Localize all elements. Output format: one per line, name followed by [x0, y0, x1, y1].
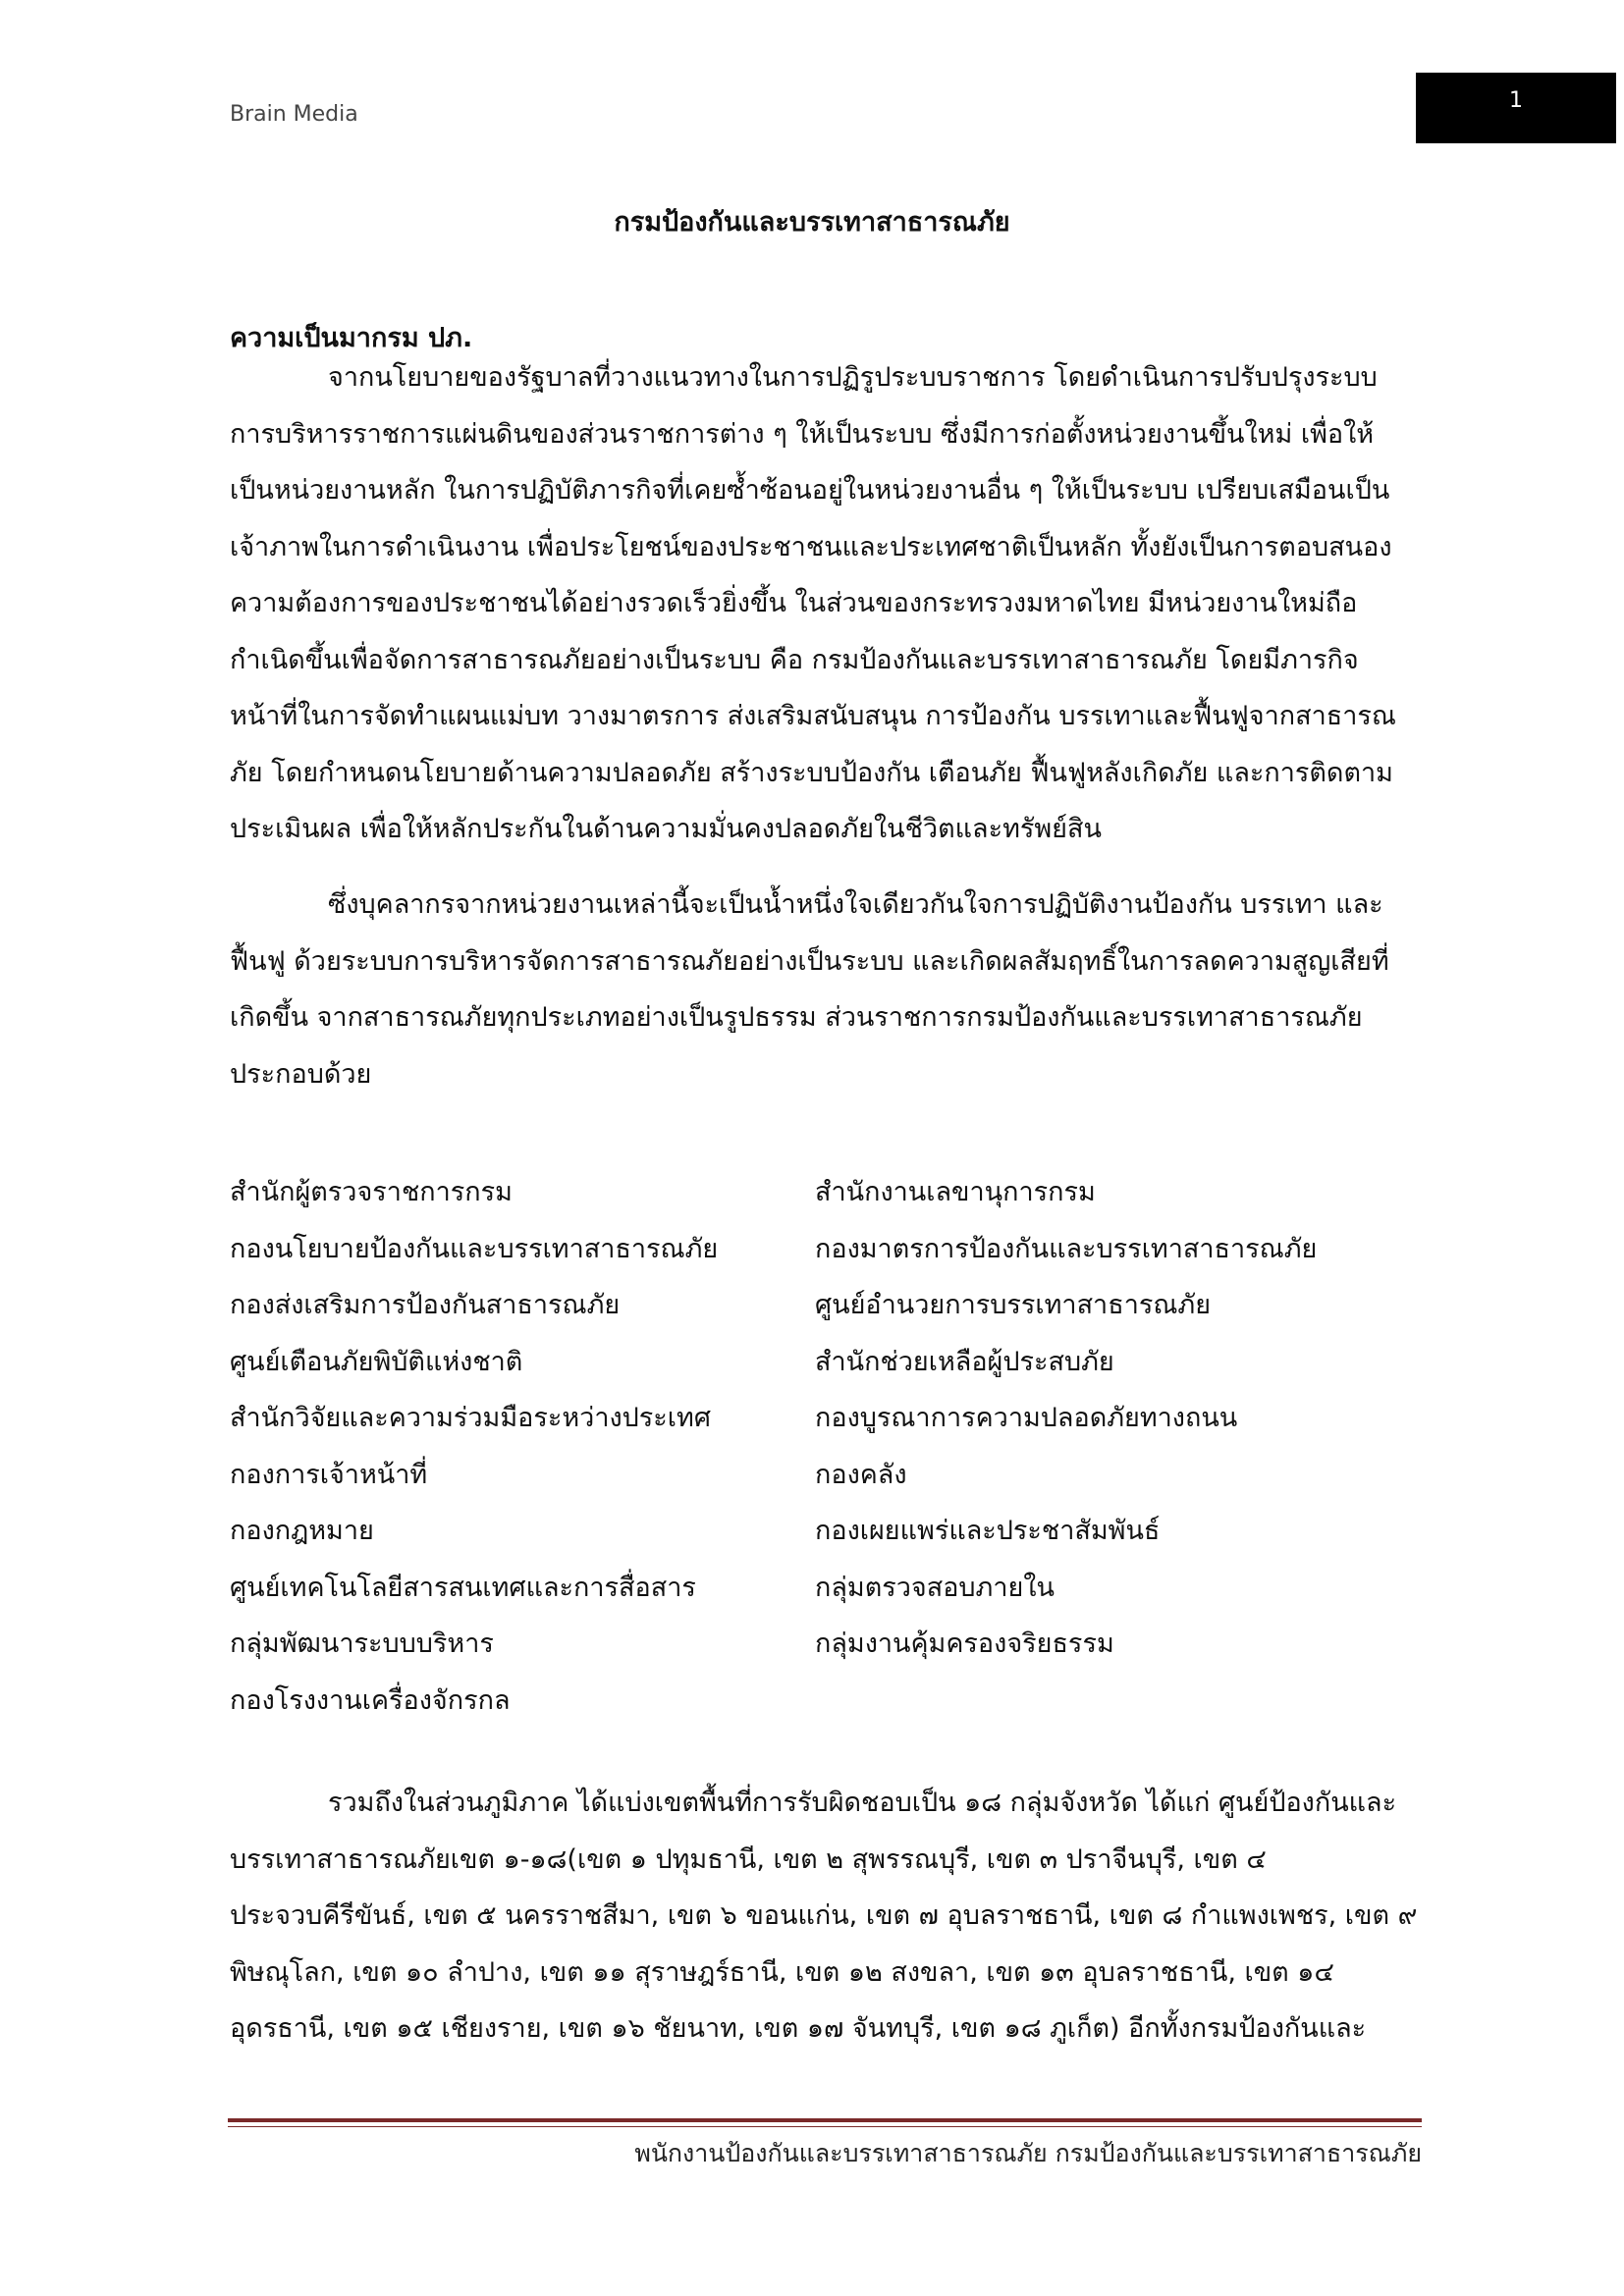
text-line: ฟื้นฟู ด้วยระบบการบริหารจัดการสาธารณภัยอย่างเป็นระบบ และเกิดผลสัมฤทธิ์ในการลดความสูญเสียที่ [230, 945, 1389, 977]
unit-item: กองมาตรการป้องกันและบรรเทาสาธารณภัย [815, 1233, 1318, 1264]
unit-row [230, 1447, 1418, 1504]
unit-row [230, 1503, 1418, 1560]
text-line: เกิดขึ้น จากสาธารณภัยทุกประเภทอย่างเป็นรูปธรรม ส่วนราชการกรมป้องกันและบรรเทาสาธารณภัย [230, 1002, 1363, 1033]
unit-item: กลุ่มงานคุ้มครองจริยธรรม [815, 1629, 1114, 1659]
unit-item: สำนักวิจัยและความร่วมมือระหว่างประเทศ [230, 1403, 711, 1433]
unit-list [230, 1164, 1418, 1729]
page-title: กรมป้องกันและบรรเทาสาธารณภัย [614, 207, 1010, 238]
text-line: ประจวบคีรีขันธ์, เขต ๕ นครราชสีมา, เขต ๖ ขอนแก่น, เขต ๗ อุบลราชธานี, เขต ๘ กำแพงเพชร, เขต ๙ [230, 1900, 1418, 1931]
text-line: อุดรธานี, เขต ๑๕ เชียงราย, เขต ๑๖ ชัยนาท, เขต ๑๗ จันทบุรี, เขต ๑๘ ภูเก็ต) อีกทั้งกรมป้องกันและ [230, 2013, 1367, 2044]
unit-item: ศูนย์อำนวยการบรรเทาสาธารณภัย [815, 1290, 1212, 1320]
text-line: พิษณุโลก, เขต ๑๐ ลำปาง, เขต ๑๑ สุราษฎร์ธานี, เขต ๑๒ สงขลา, เขต ๑๓ อุบลราชธานี, เขต ๑๔ [230, 1956, 1334, 1988]
paragraph-history [230, 349, 1418, 858]
unit-item: ศูนย์เตือนภัยพิบัติแห่งชาติ [230, 1346, 523, 1377]
unit-item: ศูนย์เทคโนโลยีสารสนเทศและการสื่อสาร [230, 1572, 696, 1603]
text-line: ภัย โดยกำหนดนโยบายด้านความปลอดภัย สร้างระบบป้องกัน เตือนภัย ฟื้นฟูหลังเกิดภัย และการติดตาม [230, 757, 1393, 788]
text-line: การบริหารราชการแผ่นดินของส่วนราชการต่าง ๆ ให้เป็นระบบ ซึ่งมีการก่อตั้งหน่วยงานขึ้นใหม่ เพื่อให้ [230, 418, 1375, 450]
unit-item: กองนโยบายป้องกันและบรรเทาสาธารณภัย [230, 1233, 719, 1264]
unit-item: กองบูรณาการความปลอดภัยทางถนน [815, 1403, 1238, 1433]
unit-item: สำนักช่วยเหลือผู้ประสบภัย [815, 1346, 1114, 1377]
text-line: กำเนิดขึ้นเพื่อจัดการสาธารณภัยอย่างเป็นระบบ คือ กรมป้องกันและบรรเทาสาธารณภัย โดยมีภารกิจ [230, 644, 1359, 675]
unit-item: กลุ่มตรวจสอบภายใน [815, 1572, 1055, 1603]
paragraph-personnel [230, 877, 1418, 1102]
footer-divider [228, 2118, 1422, 2122]
text-line: บรรเทาสาธารณภัยเขต ๑-๑๘(เขต ๑ ปทุมธานี, เขต ๒ สุพรรณบุรี, เขต ๓ ปราจีนบุรี, เขต ๔ [230, 1843, 1267, 1875]
unit-row [230, 1390, 1418, 1447]
text-line: หน้าที่ในการจัดทำแผนแม่บท วางมาตรการ ส่งเสริมสนับสนุน การป้องกัน บรรเทาและฟื้นฟูจากสาธารณ [230, 701, 1396, 731]
unit-item: สำนักงานเลขานุการกรม [815, 1177, 1096, 1207]
text-line: ประกอบด้วย [230, 1058, 372, 1090]
unit-row [230, 1560, 1418, 1617]
unit-row [230, 1334, 1418, 1391]
footer-text: พนักงานป้องกันและบรรเทาสาธารณภัย กรมป้องกันและบรรเทาสาธารณภัย [634, 2139, 1422, 2167]
section-heading: ความเป็นมากรม ปภ. [230, 323, 473, 353]
unit-row [230, 1277, 1418, 1334]
unit-row [230, 1164, 1418, 1221]
text-line: ประเมินผล เพื่อให้หลักประกันในด้านความมั่นคงปลอดภัยในชีวิตและทรัพย์สิน [230, 814, 1102, 844]
paragraph-regions [230, 1775, 1418, 2057]
unit-row [230, 1221, 1418, 1278]
page-number-box [1416, 73, 1616, 143]
unit-item: กองโรงงานเครื่องจักรกล [230, 1684, 511, 1716]
text-line: รวมถึงในส่วนภูมิภาค ได้แบ่งเขตพื้นที่การรับผิดชอบเป็น ๑๘ กลุ่มจังหวัด ได้แก่ ศูนย์ป้องกันและ [328, 1788, 1397, 1818]
unit-item: กองกฎหมาย [230, 1516, 374, 1546]
footer-divider-thin [228, 2126, 1422, 2127]
text-line: เป็นหน่วยงานหลัก ในการปฏิบัติภารกิจที่เคยซ้ำซ้อนอยู่ในหน่วยงานอื่น ๆ ให้เป็นระบบ เปรียบเสมือนเป็น [230, 475, 1390, 506]
page-number: 1 [1509, 88, 1523, 113]
unit-row [230, 1673, 1418, 1730]
text-line: ความต้องการของประชาชนได้อย่างรวดเร็วยิ่งขึ้น ในส่วนของกระทรวงมหาดไทย มีหน่วยงานใหม่ถือ [230, 588, 1358, 618]
unit-item: กองส่งเสริมการป้องกันสาธารณภัย [230, 1290, 621, 1320]
text-line: จากนโยบายของรัฐบาลที่วางแนวทางในการปฏิรูประบบราชการ โดยดำเนินการปรับปรุงระบบ [328, 362, 1378, 393]
unit-row [230, 1616, 1418, 1673]
unit-item: กลุ่มพัฒนาระบบบริหาร [230, 1629, 494, 1659]
text-line: ซึ่งบุคลากรจากหน่วยงานเหล่านี้จะเป็นน้ำหนึ่งใจเดียวกันใจการปฏิบัติงานป้องกัน บรรเทา และ [328, 889, 1383, 920]
unit-item: กองคลัง [815, 1459, 907, 1490]
unit-item: กองการเจ้าหน้าที่ [230, 1459, 428, 1490]
unit-item: กองเผยแพร่และประชาสัมพันธ์ [815, 1516, 1161, 1546]
unit-item: สำนักผู้ตรวจราชการกรม [230, 1177, 513, 1207]
header-brand: Brain Media [230, 102, 358, 127]
text-line: เจ้าภาพในการดำเนินงาน เพื่อประโยชน์ของประชาชนและประเทศชาติเป็นหลัก ทั้งยังเป็นการตอบสนอง [230, 531, 1392, 562]
